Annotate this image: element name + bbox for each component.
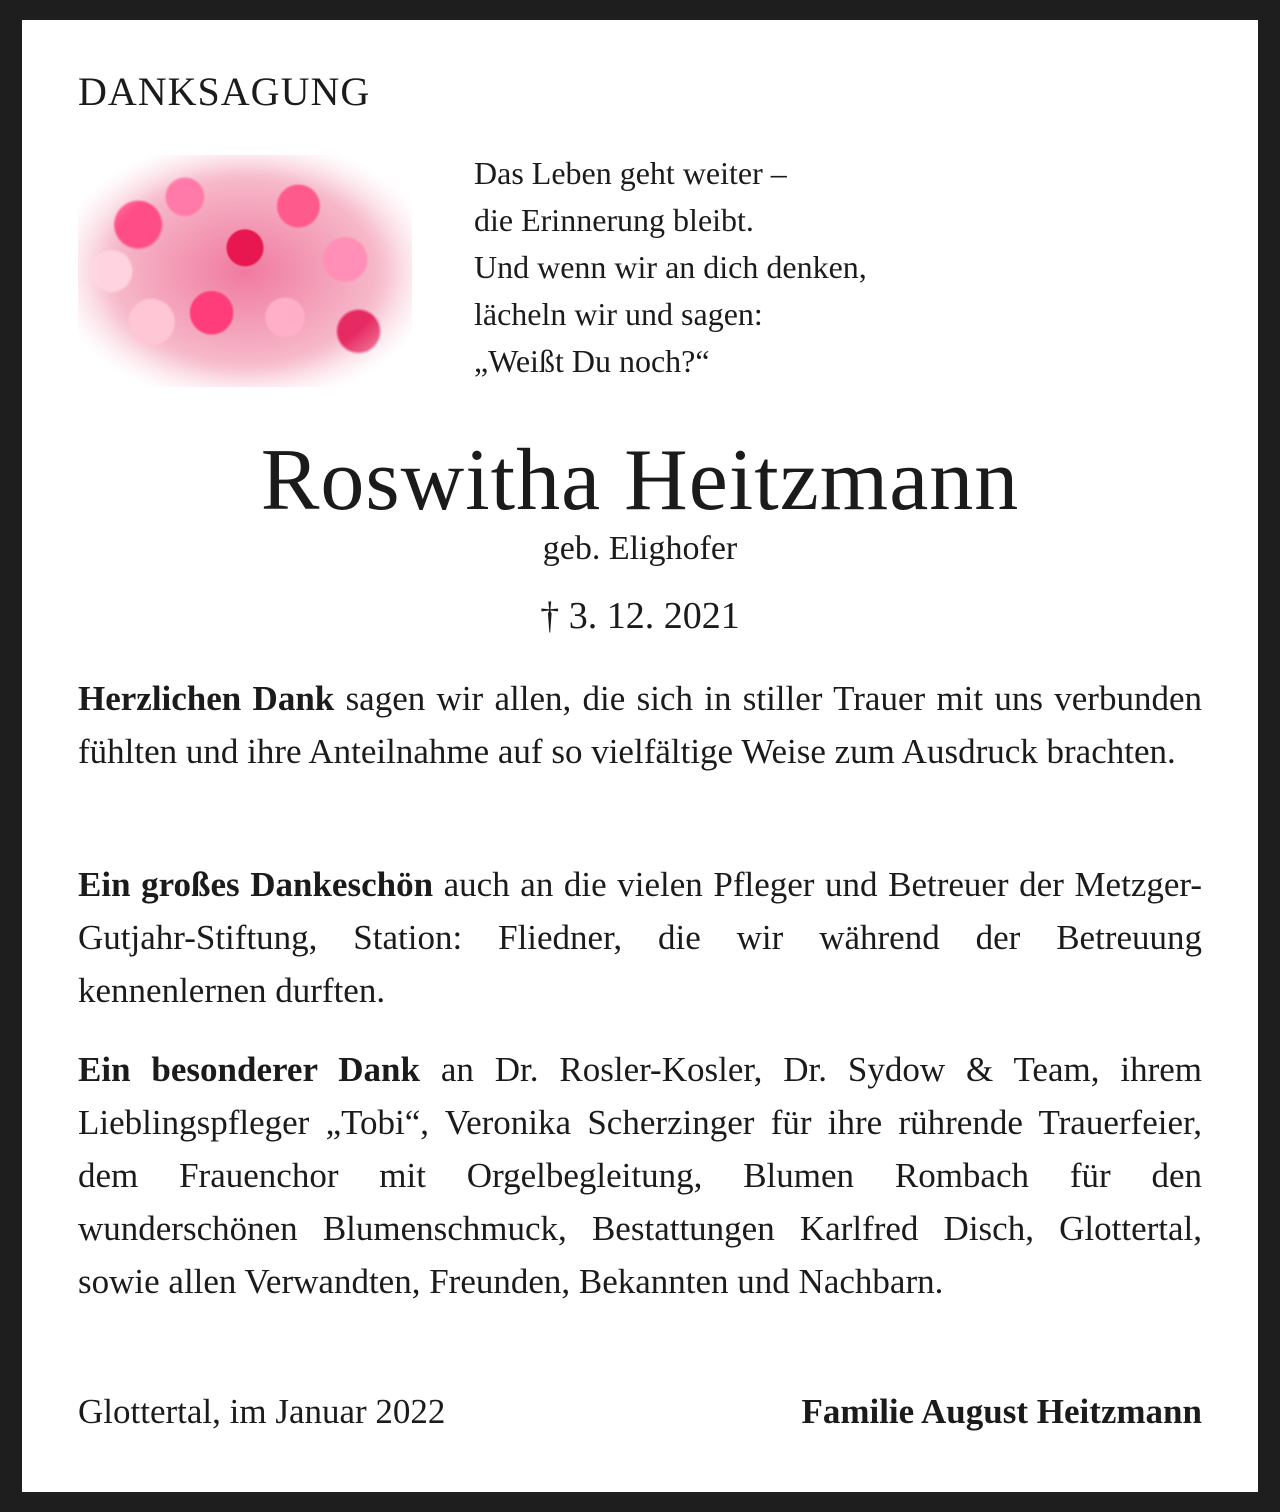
paragraph-bold-lead: Herzlichen Dank xyxy=(78,679,335,718)
deceased-name: Roswitha Heitzmann xyxy=(260,432,1020,529)
poem-line: Das Leben geht weiter – xyxy=(474,155,787,191)
paragraph-text: an Dr. Rosler-Kosler, Dr. Sydow & Team, ihrem Lieblingspfleger „Tobi“, Veronika Scherzinger für ihre rührende Trauerfeier, dem Frauenchor mit Orgelbegleitung, Blumen Rombach für den wunderschönen Blumenschmuck, Bestattungen Karlfred Disch, Glottertal, sowie allen Verwandten, Freunden, Bekannten und Nachbarn. xyxy=(78,1050,1202,1301)
poem xyxy=(474,150,867,385)
obituary-notice xyxy=(22,20,1258,1492)
flower-photo xyxy=(78,155,412,387)
paragraph-text: sagen wir allen, die sich in stiller Trauer mit uns verbunden fühlten und ihre Anteilnahme auf so vielfältige Weise zum Ausdruck brachten. xyxy=(78,679,1202,771)
thanks-paragraph-3 xyxy=(78,1043,1202,1308)
death-date: † 3. 12. 2021 xyxy=(540,595,740,637)
signature: Familie August Heitzmann xyxy=(801,1392,1202,1431)
poem-line: lächeln wir und sagen: xyxy=(474,296,763,332)
place-date: Glottertal, im Januar 2022 xyxy=(78,1392,446,1431)
paragraph-bold-lead: Ein besonderer Dank xyxy=(78,1050,420,1089)
thanks-paragraph-2 xyxy=(78,858,1202,1017)
birth-name: geb. Elighofer xyxy=(542,530,738,567)
poem-line: die Erinnerung bleibt. xyxy=(474,202,754,238)
thanks-paragraph-1 xyxy=(78,672,1202,778)
poem-line: Und wenn wir an dich denken, xyxy=(474,249,867,285)
paragraph-text: auch an die vielen Pfleger und Betreuer der Metzger-Gutjahr-Stiftung, Station: Fliedner, die wir während der Betreuung kennenlernen durften. xyxy=(78,865,1202,1010)
paragraph-bold-lead: Ein großes Dankeschön xyxy=(78,865,434,904)
poem-line: „Weißt Du noch?“ xyxy=(474,343,710,379)
notice-heading: DANKSAGUNG xyxy=(78,69,371,114)
